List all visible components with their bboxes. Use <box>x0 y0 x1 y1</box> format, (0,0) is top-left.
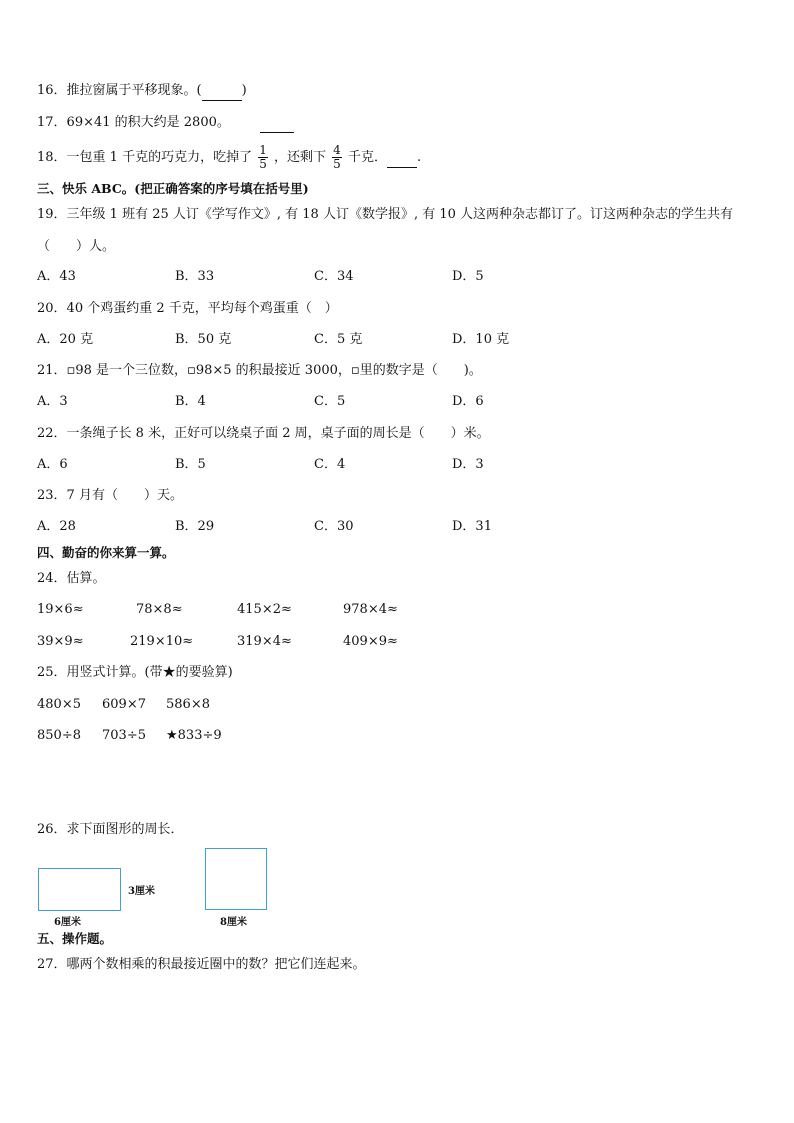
answer-blank-18[interactable] <box>387 149 417 168</box>
option-21-a[interactable]: A．3 <box>37 394 68 409</box>
question-20: 20．40 个鸡蛋约重 2 千克，平均每个鸡蛋重（ ） <box>37 301 338 316</box>
estimate-item: 39×9≈ <box>37 634 84 649</box>
question-18 <box>37 140 421 176</box>
option-19-c[interactable]: C．34 <box>314 269 354 284</box>
question-26-title: 26．求下面图形的周长． <box>37 822 184 837</box>
fraction-eaten-denominator: 5 <box>259 157 267 171</box>
option-22-d[interactable]: D．3 <box>452 457 484 472</box>
calc-item: 703÷5 <box>102 728 146 743</box>
option-19-a[interactable]: A．43 <box>37 269 76 284</box>
fraction-eaten <box>258 144 268 171</box>
estimate-item: 219×10≈ <box>130 634 194 649</box>
option-21-d[interactable]: D．6 <box>452 394 484 409</box>
option-21-c[interactable]: C．5 <box>314 394 346 409</box>
option-20-c[interactable]: C．5 克 <box>314 332 363 347</box>
rectangle-width-label: 6厘米 <box>54 917 81 928</box>
answer-blank-16[interactable] <box>202 82 242 101</box>
option-22-b[interactable]: B．5 <box>175 457 206 472</box>
fraction-remaining-denominator: 5 <box>333 157 341 171</box>
fraction-remaining-numerator: 4 <box>333 143 341 157</box>
option-19-d[interactable]: D．5 <box>452 269 484 284</box>
option-23-a[interactable]: A．28 <box>37 519 76 534</box>
calc-item: ★833÷9 <box>166 728 222 743</box>
answer-blank-17[interactable] <box>260 114 294 133</box>
question-16-close: ) <box>241 83 247 98</box>
question-25-title: 25．用竖式计算。(带★的要验算) <box>37 665 233 680</box>
question-24-title: 24．估算。 <box>37 571 106 586</box>
section-4-heading: 四、勤奋的你来算一算。 <box>37 545 175 560</box>
question-27: 27．哪两个数相乘的积最接近圈中的数？把它们连起来。 <box>37 957 366 972</box>
question-19-line1: 19．三年级 1 班有 25 人订《学写作文》, 有 18 人订《数学报》, 有 10 人这两种杂志都订了。订这两种杂志的学生共有 <box>37 207 734 222</box>
calc-item: 609×7 <box>102 697 146 712</box>
question-18-mid: ，还剩下 <box>274 150 327 165</box>
estimate-item: 78×8≈ <box>136 602 183 617</box>
square-side-label: 8厘米 <box>220 917 247 928</box>
question-19-line2: （ ）人。 <box>37 239 116 254</box>
option-23-b[interactable]: B．29 <box>175 519 215 534</box>
option-23-d[interactable]: D．31 <box>452 519 492 534</box>
option-21-b[interactable]: B．4 <box>175 394 206 409</box>
fraction-remaining <box>332 144 342 171</box>
option-22-c[interactable]: C．4 <box>314 457 346 472</box>
option-20-d[interactable]: D．10 克 <box>452 332 510 347</box>
estimate-item: 319×4≈ <box>237 634 292 649</box>
question-18-end: . <box>416 150 422 165</box>
question-21: 21．▫98 是一个三位数，▫98×5 的积最接近 3000，▫里的数字是（ )。 <box>37 363 482 378</box>
square-figure <box>205 848 267 910</box>
question-18-pre: 18．一包重 1 千克的巧克力，吃掉了 <box>37 150 253 165</box>
fraction-eaten-numerator: 1 <box>259 143 267 157</box>
option-19-b[interactable]: B．33 <box>175 269 215 284</box>
question-23: 23．7 月有（ ）天。 <box>37 488 183 503</box>
option-23-c[interactable]: C．30 <box>314 519 354 534</box>
section-5-heading: 五、操作题。 <box>37 931 113 946</box>
option-20-b[interactable]: B．50 克 <box>175 332 232 347</box>
calc-item: 586×8 <box>166 697 210 712</box>
section-3-heading: 三、快乐 ABC。(把正确答案的序号填在括号里) <box>37 181 309 196</box>
question-16-text: 16．推拉窗属于平移现象。( <box>37 83 202 98</box>
estimate-item: 19×6≈ <box>37 602 84 617</box>
estimate-item: 978×4≈ <box>343 602 398 617</box>
question-17 <box>37 114 294 133</box>
question-18-post: 千克． <box>347 150 387 165</box>
question-22: 22．一条绳子长 8 米，正好可以绕桌子面 2 周，桌子面的周长是（ ）米。 <box>37 426 490 441</box>
option-20-a[interactable]: A．20 克 <box>37 332 94 347</box>
calc-item: 850÷8 <box>37 728 81 743</box>
rectangle-figure <box>38 868 121 911</box>
calc-item: 480×5 <box>37 697 81 712</box>
question-16 <box>37 82 247 101</box>
estimate-item: 409×9≈ <box>343 634 398 649</box>
option-22-a[interactable]: A．6 <box>37 457 68 472</box>
rectangle-height-label: 3厘米 <box>128 886 155 897</box>
question-17-text: 17．69×41 的积大约是 2800。 <box>37 115 230 130</box>
estimate-item: 415×2≈ <box>237 602 292 617</box>
